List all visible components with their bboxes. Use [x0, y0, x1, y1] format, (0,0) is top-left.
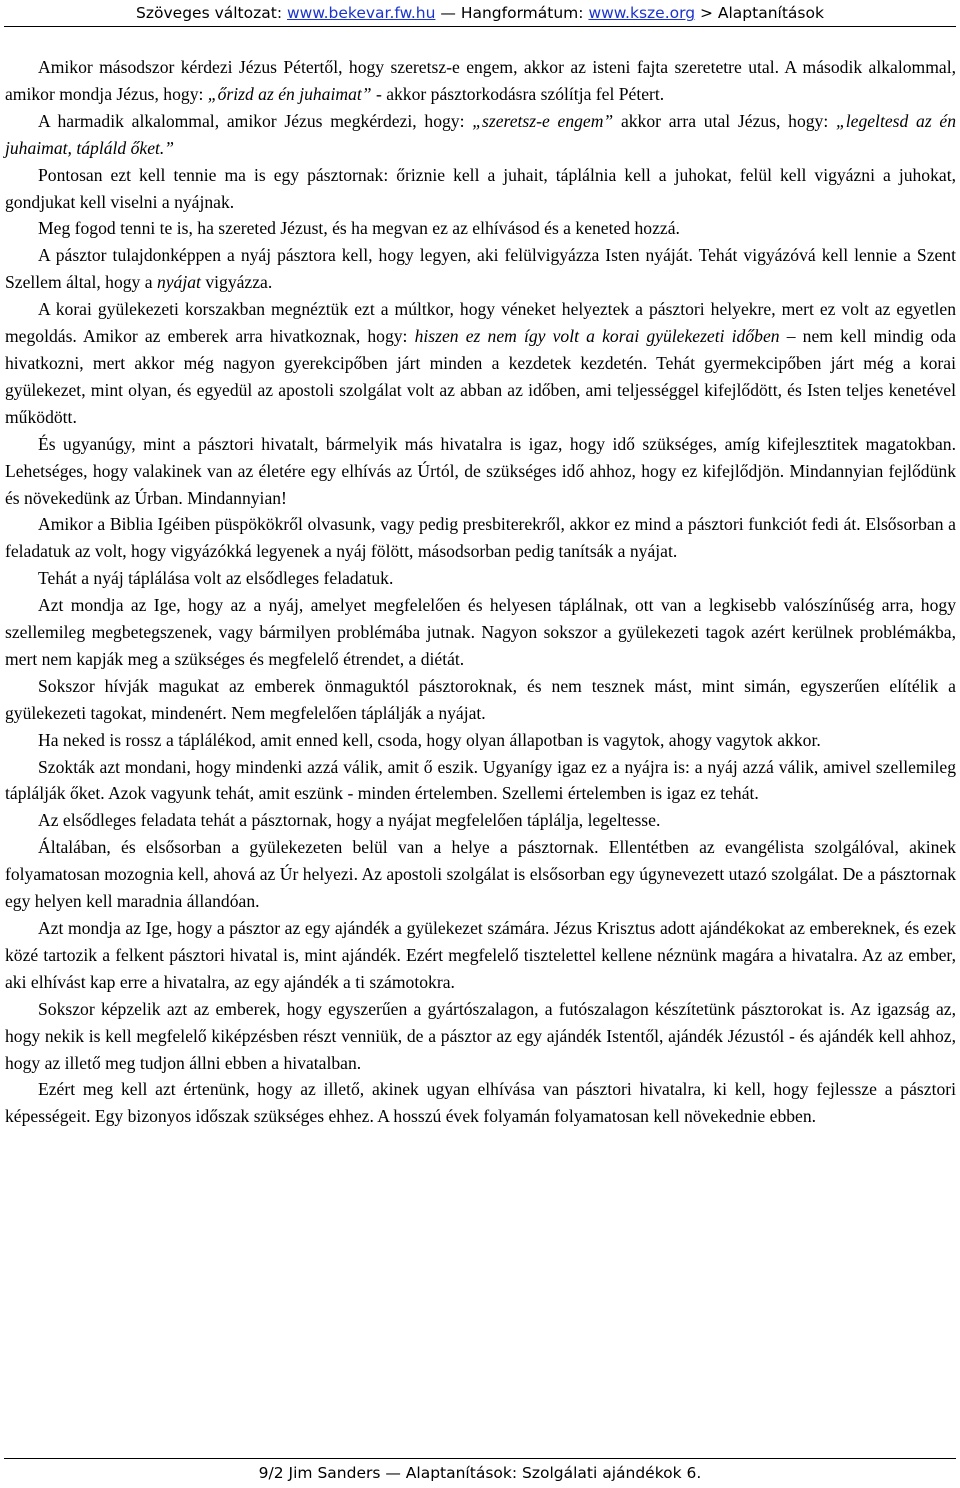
paragraph: Pontosan ezt kell tennie ma is egy pásztornak: őriznie kell a juhait, táplálnia kell a juhokat, felül kell vigyázni a juhokat, gondjukat kell viselni a nyájnak. — [5, 164, 956, 212]
paragraph: Azt mondja az Ige, hogy a pásztor az egy ajándék a gyülekezet számára. Jézus Krisztus adott ajándékokat az embereknek, és ezek közé tartozik a felkent pásztori hivatal is, mint ajándék. Ezért megfelelő tisztelettel kellene néznünk magára a hivatalra. Az az ember, aki elhívást kap erre a hivatalra, az egy ajándék a ti számotokra. — [5, 918, 956, 992]
emphasis-text: „szeretsz-e engem” — [472, 110, 614, 131]
paragraph: Az elsődleges feladata tehát a pásztornak, hogy a nyájat megfelelően táplálja, legeltesse. — [38, 810, 661, 831]
header-separator: — — [440, 4, 456, 22]
page-header — [0, 0, 960, 28]
paragraph: Tehát a nyáj táplálása volt az elsődleges feladatuk. — [38, 568, 394, 589]
page-footer — [0, 1458, 960, 1488]
footer-rule — [4, 1458, 956, 1459]
paragraph: Szokták azt mondani, hogy mindenki azzá válik, amit ő eszik. Ugyanígy igaz ez a nyájra is: a nyáj azzá válik, amivel szellemileg táplálják őket. Azok vagyunk tehát, amit eszünk - minden értelemben. Szellemi értelemben is igaz ez tehát. — [5, 756, 956, 804]
paragraph: Általában, és elsősorban a gyülekezeten belül van a helye a pásztornak. Ellentétben az evangélista szolgálóval, akinek folyamatosan mozognia kell, ahová az Úr helyezi. Az apostoli szolgálat is elsősorban egy úgynevezett utazó szolgálat. De a pásztornak egy helyen kell maradnia állandóan. — [5, 837, 956, 912]
emphasis-text: nyájat — [156, 272, 201, 293]
paragraph: A harmadik alkalommal, amikor Jézus megkérdezi, hogy: „szeretsz-e engem” akkor arra utal Jézus, hogy: „legeltesd az én juhaimat, tápláld őket.” — [5, 110, 956, 158]
paragraph: A pásztor tulajdonképpen a nyáj pásztora kell, hogy legyen, aki felülvigyázza Isten nyáját. Tehát vigyázóvá kell lennie a Szent Szellem által, hogy a nyájat vigyázza. — [5, 245, 956, 293]
paragraph: És ugyanúgy, mint a pásztori hivatalt, bármelyik más hivatalra is igaz, hogy idő szükséges, amíg kifejlesztitek magatokban. Lehetséges, hogy valakinek van az életére egy elhívás az Úrtól, de szükséges idő ahhoz, hogy ez kifejlődjön. Mindannyian fejlődünk és növekedünk az Úrban. Mindannyian! — [5, 433, 956, 508]
footer-text: 9/2 Jim Sanders — Alaptanítások: Szolgálati ajándékok 6. — [258, 1464, 702, 1482]
paragraph: Azt mondja az Ige, hogy az a nyáj, amelyet megfelelően és helyesen táplálnak, ott van a legkisebb valószínűség arra, hogy szellemileg megbetegszenek, vagy bármilyen problémába jutnak. Nagyon sokszor a gyülekezeti tagok azért kerülnek problémákba, mert nem kapják meg a szükséges és megfelelő étrendet, a diétát. — [5, 595, 956, 669]
paragraph: Amikor a Biblia Igéiben püspökökről olvasunk, vagy pedig presbiterekről, akkor ez mind a pásztori funkciót fedi át. Elsősorban a feladatuk az volt, hogy vigyázókká legyenek a nyáj fölött, másodsorban pedig tanítsák a nyájat. — [5, 514, 956, 562]
document-body — [5, 54, 956, 1130]
paragraph: Sokszor képzelik azt az emberek, hogy egyszerűen a gyártószalagon, a futószalagon készítetünk pásztorokat is. Az igazság az, hogy nekik is kell megfelelő kiképzésben részt venniük, de a pásztor az egy ajándék Istentől, ajándék Jézustól - és ajándék kell ahhoz, hogy az illető meg tudjon állni ebben a hivatalban. — [5, 998, 956, 1073]
header-breadcrumb: > Alaptanítások — [699, 4, 824, 22]
header-text-version-label: Szöveges változat: — [136, 4, 283, 22]
paragraph: Sokszor hívják magukat az emberek önmaguktól pásztoroknak, és nem tesznek mást, mint simán, egyszerűen elítélik a gyülekezeti tagokat, mindenért. Nem megfelelően táplálják a nyájat. — [5, 675, 956, 723]
paragraph: Ezért meg kell azt értenünk, hogy az illető, akinek ugyan elhívása van pásztori hivatalra, ki kell, hogy fejlessze a pásztori képességeit. Egy bizonyos időszak szükséges ehhez. A hosszú évek folyamán folyamatosan kell növekednie ebben. — [5, 1079, 956, 1127]
paragraph: Amikor másodszor kérdezi Jézus Pétertől, hogy szeretsz-e engem, akkor az isteni fajta szeretetre utal. A második alkalommal, amikor mondja Jézus, hogy: „őrizd az én juhaimat” - akkor pásztorkodásra szólítja fel Pétert. — [5, 57, 956, 104]
header-audio-label: Hangformátum: — [460, 4, 584, 22]
paragraph: Meg fogod tenni te is, ha szereted Jézust, és ha megvan ez az elhívásod és a keneted hozzá. — [38, 218, 680, 239]
emphasis-text: „őrizd az én juhaimat” — [207, 83, 372, 104]
emphasis-text: „legeltesd az én juhaimat, tápláld őket.” — [5, 110, 956, 158]
header-link-bekevar[interactable]: www.bekevar.fw.hu — [287, 4, 436, 22]
header-rule — [4, 26, 956, 27]
emphasis-text: hiszen ez nem így volt a korai gyülekezeti időben — [414, 326, 780, 347]
header-link-ksze[interactable]: www.ksze.org — [588, 4, 696, 22]
paragraph: A korai gyülekezeti korszakban megnéztük ezt a múltkor, hogy véneket helyeztek a pásztori helyekre, mert ez volt az egyetlen megoldás. Amikor az emberek arra hivatkoznak, hogy: hiszen ez nem így volt a korai gyülekezeti időben – nem kell mindig oda hivatkozni, mert akkor még nagyon gyerekcipőben járt minden a kezdetek kezdetén. Tehát gyermekcipőben járt még a korai gyülekezet, mint olyan, és egyedül az apostoli szolgálat volt az abban az időben, ami teljességgel kifejlődött, és Isten teljes kenetével működött. — [5, 299, 957, 427]
paragraph: Ha neked is rossz a táplálékod, amit enned kell, csoda, hogy olyan állapotban is vagytok, ahogy vagytok akkor. — [38, 729, 821, 750]
